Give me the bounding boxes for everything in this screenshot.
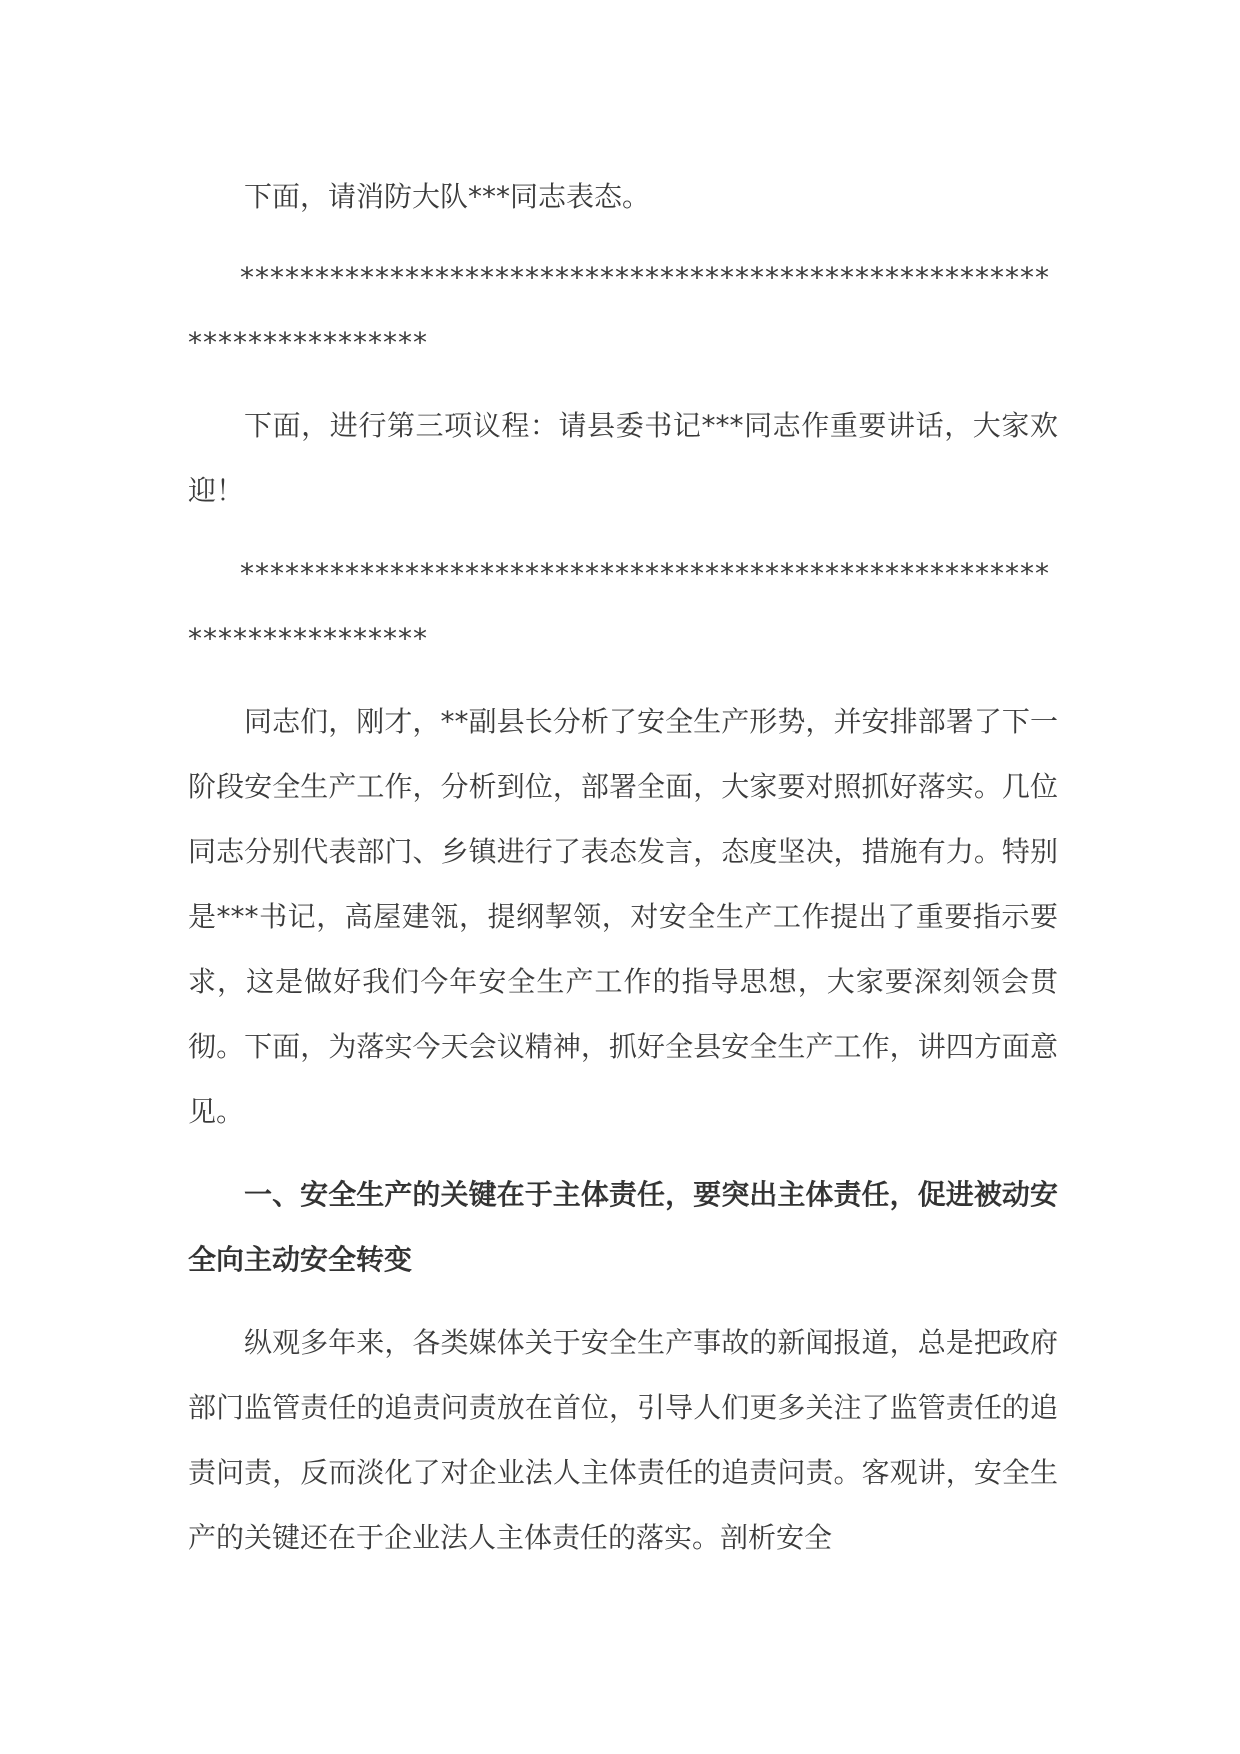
- document-body: [188, 164, 1058, 1588]
- paragraph-fire-brigade: 下面，请消防大队***同志表态。: [244, 180, 651, 213]
- paragraph-third-agenda: 下面，进行第三项议程：请县委书记***同志作重要讲话，大家欢迎！: [188, 409, 1058, 507]
- section-heading-1: 一、安全生产的关键在于主体责任，要突出主体责任，促进被动安全向主动安全转变: [188, 1178, 1058, 1276]
- redacted-line-2: **********************************************************************: [188, 557, 1050, 655]
- redacted-line-1: **********************************************************************: [188, 261, 1050, 359]
- paragraph-speech-intro: 同志们，刚才，**副县长分析了安全生产形势，并安排部署了下一阶段安全生产工作，分析到位，部署全面，大家要对照抓好落实。几位同志分别代表部门、乡镇进行了表态发言，态度坚决，措施有力。特别是***书记，高屋建瓴，提纲挈领，对安全生产工作提出了重要指示要求，这是做好我们今年安全生产工作的指导思想，大家要深刻领会贯彻。下面，为落实今天会议精神，抓好全县安全生产工作，讲四方面意见。: [188, 705, 1058, 1128]
- paragraph-section-1-body: 纵观多年来，各类媒体关于安全生产事故的新闻报道，总是把政府部门监管责任的追责问责放在首位，引导人们更多关注了监管责任的追责问责，反而淡化了对企业法人主体责任的追责问责。客观讲，安全生产的关键还在于企业法人主体责任的落实。剖析安全: [188, 1326, 1058, 1554]
